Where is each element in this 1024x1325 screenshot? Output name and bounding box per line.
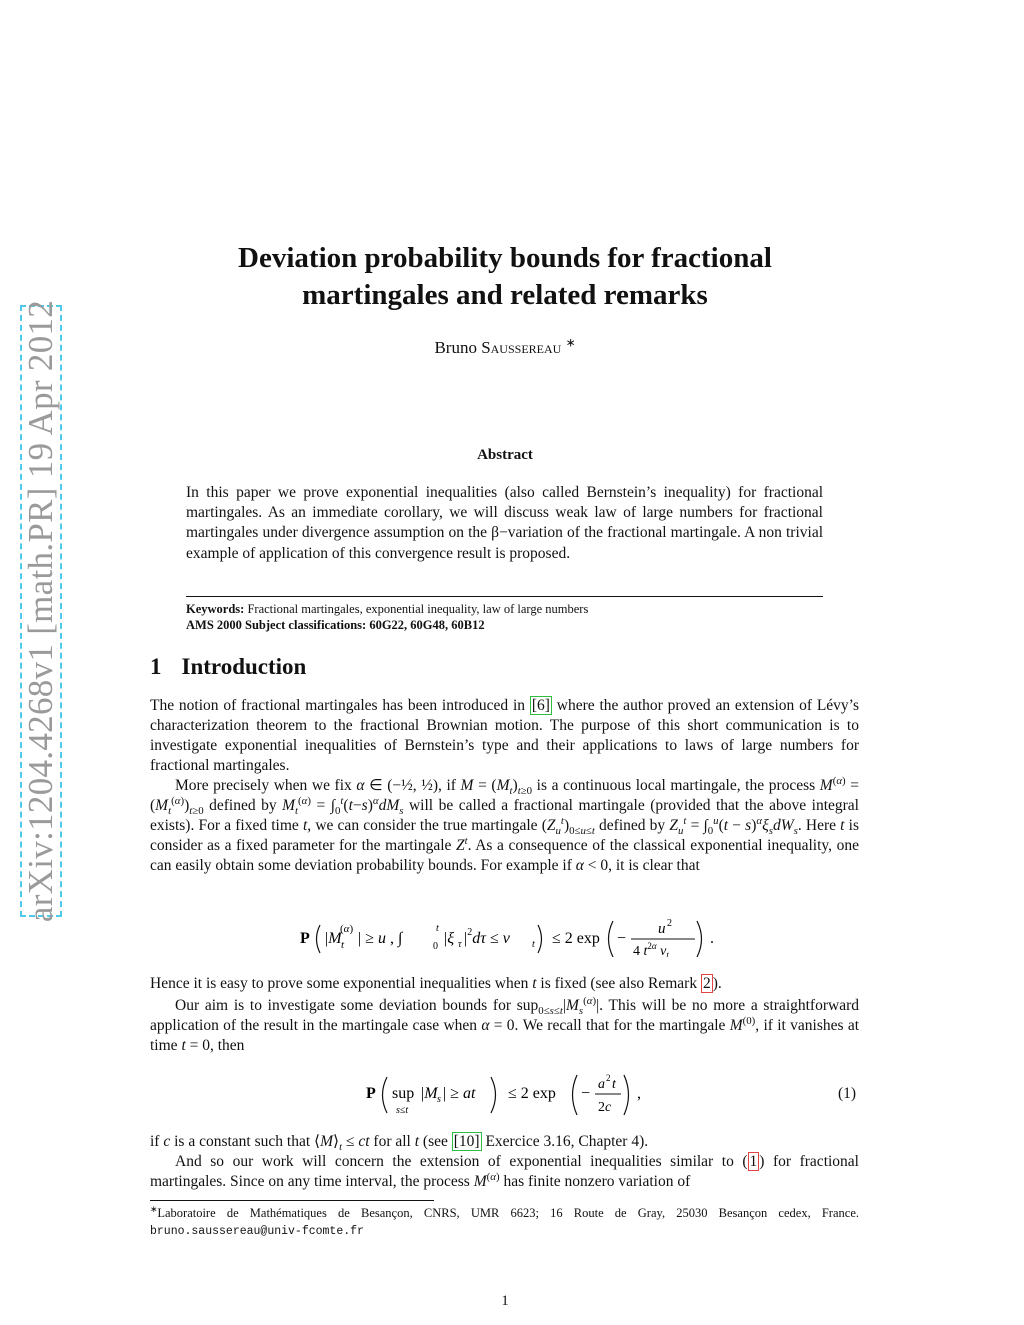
svg-text:a: a — [598, 1077, 605, 1092]
paragraph-6-text-b: ) for fractional martingales. Since on any time interval, the process — [150, 1153, 859, 1190]
section-heading-introduction — [150, 654, 306, 680]
paragraph-5: if c is a constant such that $⟨M⟩_t$ ≤ ct for all t (see [10] Exercice 3.16, Chapter 4). — [150, 1133, 649, 1154]
keywords-label: Keywords: — [186, 602, 245, 616]
paragraph-4: Our aim is to investigate some deviation bounds for $sup_{0\le s\le t}|M_s^{(\alpha)}|$. This will be no more a straightforward application of the result in the martingale case when α = 0. We recall that for the martingale $M^{(0)}$, if it vanishes at time t = 0, then — [150, 994, 860, 1054]
paragraph-6-text-c: has finite nonzero variation of — [503, 1173, 691, 1190]
author-first-name: Bruno — [434, 338, 477, 357]
svg-text:| ≥ at: | ≥ at — [443, 1085, 476, 1102]
citation-10[interactable]: [10] — [453, 1133, 480, 1150]
paragraph-5-text-a: if — [150, 1133, 160, 1150]
svg-text:s: s — [437, 1094, 441, 1105]
svg-text:−: − — [581, 1085, 591, 1102]
svg-text:t: t — [532, 939, 535, 950]
author-line — [150, 335, 860, 358]
svg-text:≤ 2 exp: ≤ 2 exp — [508, 1085, 556, 1102]
paragraph-5-text-d: (see — [422, 1133, 448, 1150]
keywords-block — [186, 601, 823, 633]
paragraph-2: More precisely when we fix α ∈ (−½, ½), if $M = (M_t)_{t\ge 0}$ is a continuous local martingale, the process $M^{(\alpha)} = (M_t^{(\alpha)})_{t\ge 0}$ defined by $M_t^{(\alpha)} = \int_0^t(t-s)^\alpha dM_s$ will be called a fractional martingale (provided that the above integral exists). For a fixed time t, we can consider the true martingale $(Z_u^t)_{0\le u\le t}$ defined by $Z_u^t = \int_0^u(t - s)^\alpha\xi_sdW_s$. Here t is consider as a fixed parameter for the martingale $Z^t$. As a consequence of the classical exponential inequality, one can easily obtain some deviation probability bounds. For example if α < 0, it is clear that — [150, 774, 860, 874]
svg-text:≤ 2 exp: ≤ 2 exp — [552, 930, 600, 947]
paragraph-5-text-b: is a constant such that — [174, 1133, 311, 1150]
paragraph-5-text-e: Exercice 3.16, Chapter 4). — [485, 1133, 649, 1150]
svg-text:−: − — [617, 930, 627, 947]
svg-text:t: t — [436, 923, 439, 934]
svg-text:|2dτ ≤ ν: $|^2d\tau \le \nu$ — [464, 927, 510, 947]
footnote-affiliation: Laboratoire de Mathématiques de Besançon, CNRS, UMR 6623; 16 Route de Gray, 25030 Besançon cedex, France. — [157, 1206, 859, 1220]
svg-text:2: 2 — [667, 918, 672, 929]
arxiv-identifier: arXiv:1204.4268v1 [math.PR] 19 Apr 2012 — [21, 299, 60, 923]
citation-6[interactable]: [6] — [531, 697, 550, 714]
ams-classification: AMS 2000 Subject classifications: 60G22, 60G48, 60B12 — [186, 618, 485, 632]
svg-text:sup: sup — [392, 1085, 415, 1102]
svg-text:2c: 2c — [598, 1100, 612, 1115]
svg-text:t: t — [612, 1077, 616, 1092]
title-line-1: Deviation probability bounds for fractional — [238, 242, 772, 274]
svg-text:|M: |M — [421, 1085, 438, 1102]
svg-text:.: . — [710, 930, 714, 947]
svg-text:4 t2α νt: 4 $t^{2\alpha}$ $\nu_t$ — [633, 941, 669, 957]
abstract-rule — [186, 596, 823, 597]
svg-text:u: u — [658, 921, 666, 937]
footnote-rule — [150, 1200, 434, 1201]
equation-number-1: (1) — [838, 1085, 857, 1102]
svg-text:0: 0 — [433, 941, 438, 952]
section-title: Introduction — [181, 654, 307, 679]
footnote-mark: ∗ — [150, 1203, 158, 1214]
paragraph-6-text-a: And so our work will concern the extension of exponential inequalities similar to ( — [175, 1153, 748, 1170]
title-line-2: martingales and related remarks — [302, 279, 708, 311]
paragraph-3-text-b: is fixed (see also Remark — [540, 975, 698, 992]
author-email-link[interactable]: bruno.saussereau@univ-fcomte.fr — [150, 1225, 364, 1238]
equation-1-link[interactable]: 1 — [749, 1153, 758, 1170]
paragraph-6: And so our work will concern the extension of exponential inequalities similar to ( 1 ) for fractional martingales. Since on any time interval, the process $M^{(\alpha)}$ has finite nonzero variation of — [150, 1153, 859, 1190]
equation-1 — [366, 1071, 646, 1117]
author-last-name: Saussereau — [481, 338, 562, 357]
abstract-heading: Abstract — [477, 447, 533, 463]
paragraph-5-text-c: for all — [373, 1133, 411, 1150]
paragraph-3-text-c: ). — [712, 975, 722, 992]
section-number: 1 — [150, 654, 162, 679]
paragraph-3: Hence it is easy to prove some exponential inequalities when t is fixed (see also Remark 2 ). — [150, 975, 722, 992]
svg-text:| ≥ u , ∫: | ≥ u , ∫ — [358, 930, 403, 947]
arxiv-sidebar-box — [20, 299, 62, 923]
svg-text:P: P — [300, 930, 310, 947]
footnote — [150, 1205, 859, 1240]
author-footnote-mark[interactable]: ∗ — [565, 335, 576, 350]
svg-text:τ: τ — [458, 939, 462, 950]
svg-text:t: t — [341, 939, 345, 951]
page-number: 1 — [501, 1293, 509, 1309]
paragraph-1-start: The notion of fractional martingales has been introduced in — [150, 697, 526, 714]
svg-text:s≤t: s≤t — [396, 1105, 409, 1116]
abstract-text: In this paper we prove exponential inequalities (also called Bernstein’s inequality) for fractional martingales. As an immediate corollary, we will discuss weak law of large numbers for fractional martingales under divergence assumption on the β−variation of the fractional martingale. A non trivial example of application of this convergence result is proposed. — [186, 484, 823, 562]
paragraph-1-rest: where the author proved an extension of Lévy’s characterization theorem to the fractional Brownian motion. The purpose of this short communication is to investigate exponential inequalities of Bernstein’s type and their applications to laws of large numbers for fractional martingales. — [150, 697, 860, 774]
paragraph-1 — [150, 696, 859, 776]
deviation-bound-equation — [300, 917, 720, 957]
svg-text:(α): (α) — [340, 923, 354, 935]
paper-title — [150, 240, 860, 314]
svg-text:|M: |M — [325, 930, 342, 947]
svg-text:P: P — [366, 1085, 376, 1102]
svg-text:2: 2 — [606, 1073, 611, 1083]
paragraph-3-text-a: Hence it is easy to prove some exponential inequalities when — [150, 975, 529, 992]
remark-2-link[interactable]: 2 — [702, 975, 711, 992]
svg-text:,: , — [637, 1085, 641, 1102]
svg-text:|ξ: |ξ — [444, 930, 455, 947]
keywords-text: Fractional martingales, exponential inequality, law of large numbers — [247, 602, 589, 616]
